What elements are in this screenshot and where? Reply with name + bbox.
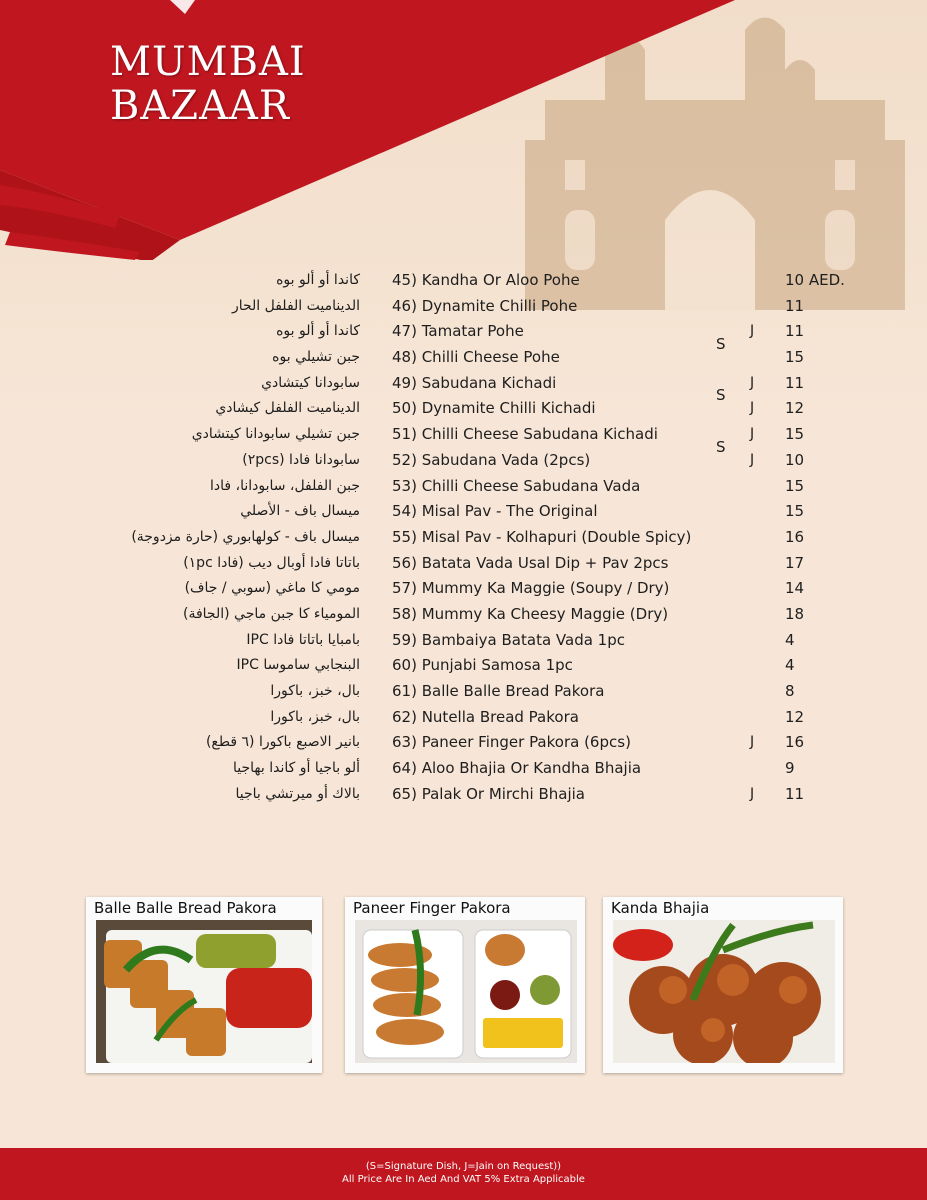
english-name: 61) Balle Balle Bread Pakora: [392, 682, 605, 700]
english-name: 52) Sabudana Vada (2pcs): [392, 450, 591, 469]
arabic-name: الديناميت الفلفل الحار: [231, 297, 360, 314]
menu-item: [0, 730, 927, 756]
arabic-name: سابودانا فادا (٢pcs): [242, 451, 360, 468]
menu-item: [0, 437, 927, 474]
arabic-name: بالاك أو ميرتشي باجيا: [235, 785, 360, 802]
menu-item: [0, 782, 927, 808]
english-name: 45) Kandha Or Aloo Pohe: [392, 271, 580, 289]
menu-item: [0, 679, 927, 705]
photo-card-kanda-bhajia: [603, 897, 843, 1073]
english-name: 46) Dynamite Chilli Pohe: [392, 296, 578, 315]
menu-item: [0, 319, 927, 345]
price: 16: [785, 527, 805, 546]
footer-bar: [0, 1148, 927, 1200]
photo-caption: Paneer Finger Pakora: [353, 899, 511, 917]
menu-item: [0, 705, 927, 731]
menu-item: [0, 602, 927, 628]
menu-item: [0, 576, 927, 602]
menu-item: [0, 422, 927, 448]
arabic-name: بال، خبز، باكورا: [270, 683, 360, 699]
photo-card-bread-pakora: [86, 897, 322, 1073]
title-line-2: BAZAAR: [110, 83, 290, 129]
price: 12: [785, 707, 805, 726]
price: 15: [785, 425, 805, 444]
english-name: 54) Misal Pav - The Original: [392, 502, 598, 521]
jain-marker: J: [750, 785, 755, 802]
english-name: 64) Aloo Bhajia Or Kandha Bhajia: [392, 759, 642, 778]
arabic-name: كاندا أو ألو بوه: [276, 323, 360, 340]
price: 11: [785, 784, 805, 803]
arabic-name: ميسال باف - الأصلي: [240, 503, 360, 520]
price: 9: [785, 759, 795, 778]
photo-caption: Balle Balle Bread Pakora: [94, 899, 277, 917]
arabic-name: بال، خبز، باكورا: [270, 708, 360, 725]
title-line-1: MUMBAI: [110, 39, 306, 85]
arabic-name: كاندا أو ألو بوه: [276, 272, 360, 288]
price: 12: [785, 399, 805, 418]
english-name: 47) Tamatar Pohe: [392, 322, 524, 341]
menu-item: [0, 628, 927, 654]
price: 16: [785, 733, 805, 752]
price: 14: [785, 579, 805, 598]
english-name: 57) Mummy Ka Maggie (Soupy / Dry): [392, 579, 670, 598]
menu-item: [0, 525, 927, 551]
english-name: 48) Chilli Cheese Pohe: [392, 348, 560, 367]
english-name: 53) Chilli Cheese Sabudana Vada: [392, 476, 641, 495]
signature-marker: S: [716, 335, 726, 354]
menu-item: [0, 268, 927, 294]
english-name: 49) Sabudana Kichadi: [392, 373, 557, 392]
english-name: 60) Punjabi Samosa 1pc: [392, 656, 573, 675]
legend-note: (S=Signature Dish, J=Jain on Request)): [365, 1161, 562, 1172]
menu-list: [0, 268, 927, 807]
arabic-name: باتاتا فادا أوبال ديب (فادا ١pc): [183, 554, 360, 571]
jain-marker: J: [750, 374, 755, 391]
arabic-name: بامبايا باتاتا فادا IPC: [246, 631, 360, 648]
kanda-bhajia-photo: [613, 920, 835, 1063]
arabic-name: مومي كا ماغي (سوبي / جاف): [184, 580, 360, 597]
english-name: 56) Batata Vada Usal Dip + Pav 2pcs: [392, 553, 669, 572]
price: 15: [785, 502, 805, 521]
jain-marker: J: [750, 734, 755, 751]
arabic-name: جبن الفلفل، سابودانا، فادا: [210, 477, 360, 494]
menu-item: [0, 294, 927, 320]
photo-caption: Kanda Bhajia: [611, 899, 710, 917]
price: 15: [785, 476, 805, 495]
english-name: 63) Paneer Finger Pakora (6pcs): [392, 733, 631, 752]
menu-item: [0, 386, 927, 422]
menu-item: [0, 551, 927, 577]
jain-marker: J: [750, 323, 755, 340]
price: 11: [785, 373, 805, 392]
restaurant-title: [110, 40, 306, 128]
bread-pakora-photo: [96, 920, 312, 1063]
english-name: 55) Misal Pav - Kolhapuri (Double Spicy): [392, 527, 692, 546]
price: 17: [785, 553, 805, 572]
jain-marker: J: [750, 400, 755, 417]
menu-item: [0, 499, 927, 525]
price: 10 AED.: [785, 271, 845, 289]
photo-card-paneer-pakora: [345, 897, 585, 1073]
english-name: 65) Palak Or Mirchi Bhajia: [392, 784, 585, 803]
signature-marker: S: [716, 437, 726, 456]
paneer-pakora-photo: [355, 920, 577, 1063]
english-name: 62) Nutella Bread Pakora: [392, 707, 579, 726]
menu-item: [0, 474, 927, 500]
price: 4: [785, 656, 795, 675]
price: 11: [785, 296, 805, 315]
signature-marker: S: [716, 386, 726, 405]
arabic-name: ميسال باف - كولهابوري (حارة مزدوجة): [131, 528, 360, 545]
arabic-name: جبن تشيلي سابودانا كيتشادي: [191, 426, 360, 443]
arabic-name: المومياء كا جبن ماجي (الجافة): [183, 605, 360, 622]
jain-marker: J: [750, 451, 755, 468]
menu-item: [0, 335, 927, 371]
price: 4: [785, 630, 795, 649]
english-name: 59) Bambaiya Batata Vada 1pc: [392, 630, 625, 649]
english-name: 58) Mummy Ka Cheesy Maggie (Dry): [392, 604, 669, 623]
jain-marker: J: [750, 426, 755, 443]
menu-item: [0, 653, 927, 679]
price: 18: [785, 604, 805, 623]
menu-item: [0, 756, 927, 782]
arabic-name: سابودانا كيتشادي: [261, 374, 360, 391]
arabic-name: ألو باجيا أو كاندا بهاجيا: [233, 760, 360, 777]
arabic-name: جبن تشيلي بوه: [272, 349, 360, 366]
arabic-name: البنجابي ساموسا IPC: [236, 657, 360, 674]
english-name: 50) Dynamite Chilli Kichadi: [392, 399, 596, 418]
price: 11: [785, 322, 805, 341]
price: 8: [785, 682, 795, 700]
vat-note: All Price Are In Aed And VAT 5% Extra Applicable: [342, 1174, 585, 1185]
arabic-name: بانير الاصبع باكورا (٦ قطع): [205, 734, 360, 751]
menu-item: [0, 371, 927, 397]
price: 15: [785, 348, 805, 367]
arabic-name: الديناميت الفلفل كيشادي: [215, 400, 360, 417]
english-name: 51) Chilli Cheese Sabudana Kichadi: [392, 425, 658, 444]
price: 10: [785, 450, 805, 469]
